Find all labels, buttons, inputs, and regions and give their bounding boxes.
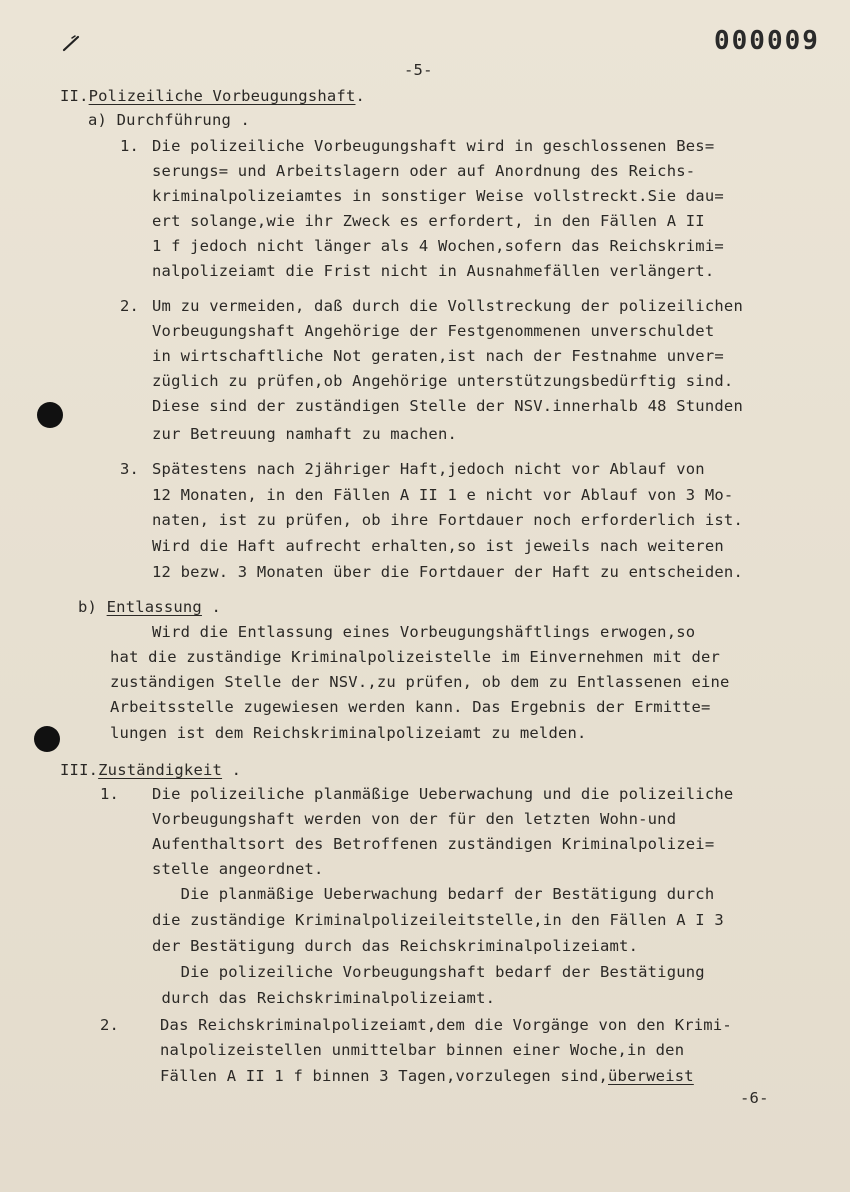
section-title: Polizeiliche Vorbeugungshaft <box>88 87 356 105</box>
section-title-end: . <box>355 87 366 105</box>
text-line: lungen ist dem Reichskriminalpolizeiamt zu melden. <box>110 724 587 742</box>
text-line: Wird die Entlassung eines Vorbeugungshäftlings erwogen,so <box>152 623 696 641</box>
text-line: nalpolizeistellen unmittelbar binnen einer Woche,in den <box>160 1041 685 1059</box>
punch-hole <box>37 402 63 428</box>
next-page-marker: -6- <box>740 1089 769 1107</box>
text-line: 12 bezw. 3 Monaten über die Fortdauer der Haft zu entscheiden. <box>152 563 743 581</box>
text-line: Arbeitsstelle zugewiesen werden kann. Das Ergebnis der Ermitte= <box>110 698 711 716</box>
item-number: 1. <box>100 785 120 803</box>
text-line: zuständigen Stelle der NSV.,zu prüfen, ob dem zu Entlassenen eine <box>110 673 730 691</box>
text-line: Die polizeiliche Vorbeugungshaft bedarf der Bestätigung <box>152 963 705 981</box>
text-line: naten, ist zu prüfen, ob ihre Fortdauer noch erforderlich ist. <box>152 511 743 529</box>
punch-hole <box>34 726 60 752</box>
text-line: stelle angeordnet. <box>152 860 324 878</box>
text-line: hat die zuständige Kriminalpolizeistelle im Einvernehmen mit der <box>110 648 721 666</box>
section-heading <box>60 86 365 106</box>
item-number: 2. <box>100 1016 120 1034</box>
text-line: die zuständige Kriminalpolizeileitstelle,in den Fällen A I 3 <box>152 911 724 929</box>
text-line: Das Reichskriminalpolizeiamt,dem die Vorgänge von den Krimi- <box>160 1016 732 1034</box>
text-line: Fällen A II 1 f binnen 3 Tagen,vorzulegen sind,überweist <box>160 1067 694 1085</box>
text-line: serungs= und Arbeitslagern oder auf Anordnung des Reichs- <box>152 162 696 180</box>
text-line: in wirtschaftliche Not geraten,ist nach der Festnahme unver= <box>152 347 724 365</box>
underlined-word: überweist <box>608 1067 694 1085</box>
text-line: Vorbeugungshaft Angehörige der Festgenommenen unverschuldet <box>152 322 715 340</box>
text-line: 1 f jedoch nicht länger als 4 Wochen,sofern das Reichskrimi= <box>152 237 724 255</box>
text-line: Vorbeugungshaft werden von der für den letzten Wohn-und <box>152 810 677 828</box>
pen-mark <box>62 34 80 52</box>
text-line: kriminalpolizeiamtes in sonstiger Weise vollstreckt.Sie dau= <box>152 187 724 205</box>
subsection-heading: a) Durchführung . <box>88 111 251 129</box>
text-line: durch das Reichskriminalpolizeiamt. <box>152 989 496 1007</box>
text-line: Aufenthaltsort des Betroffenen zuständigen Kriminalpolizei= <box>152 835 715 853</box>
text-line: Die polizeiliche planmäßige Ueberwachung und die polizeiliche <box>152 785 734 803</box>
subsection-heading: b) Entlassung . <box>78 598 222 616</box>
item-number: 3. <box>120 460 140 478</box>
text-line: Die polizeiliche Vorbeugungshaft wird in geschlossenen Bes= <box>152 137 715 155</box>
text-line: Die planmäßige Ueberwachung bedarf der Bestätigung durch <box>152 885 715 903</box>
text-line: züglich zu prüfen,ob Angehörige unterstützungsbedürftig sind. <box>152 372 734 390</box>
text-line: zur Betreuung namhaft zu machen. <box>152 425 458 443</box>
section-number: II. <box>60 87 89 105</box>
text-line: Um zu vermeiden, daß durch die Vollstreckung der polizeilichen <box>152 297 743 315</box>
text-line: 12 Monaten, in den Fällen A II 1 e nicht vor Ablauf von 3 Mo- <box>152 486 734 504</box>
document-number: 000009 <box>714 26 820 56</box>
text-line: nalpolizeiamt die Frist nicht in Ausnahmefällen verlängert. <box>152 262 715 280</box>
text-line: Diese sind der zuständigen Stelle der NSV.innerhalb 48 Stunden <box>152 397 743 415</box>
item-number: 1. <box>120 137 140 155</box>
item-number: 2. <box>120 297 140 315</box>
text-line: Spätestens nach 2jähriger Haft,jedoch nicht vor Ablauf von <box>152 460 705 478</box>
text-line: der Bestätigung durch das Reichskriminalpolizeiamt. <box>152 937 639 955</box>
page-number: -5- <box>404 61 433 79</box>
section-heading: III.Zuständigkeit . <box>60 761 242 779</box>
text-line: ert solange,wie ihr Zweck es erfordert, in den Fällen A II <box>152 212 705 230</box>
text-line: Wird die Haft aufrecht erhalten,so ist jeweils nach weiteren <box>152 537 724 555</box>
